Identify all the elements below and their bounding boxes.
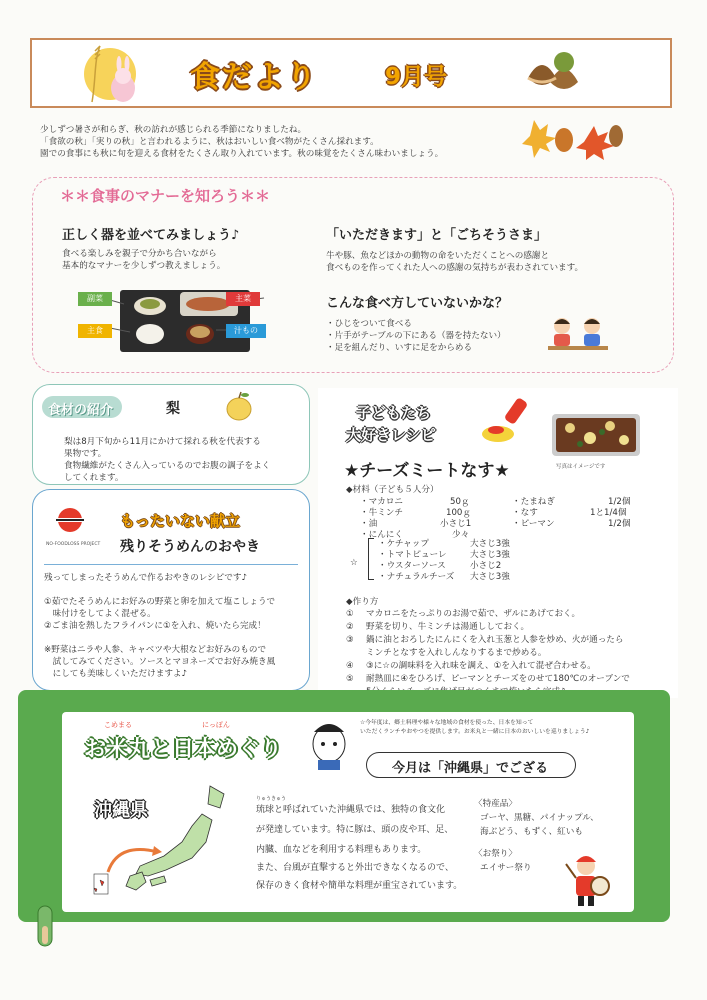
seasoning-amount: 大さじ3強	[470, 539, 510, 549]
ruby-komemaru: こめまる	[104, 721, 132, 729]
intro-line: 少しずつ暑さが和らぎ、秋の訪れが感じられる季節になりましたね。	[40, 125, 307, 135]
ingredient-name: ・なす	[512, 508, 538, 518]
page-title: 食だより	[190, 60, 318, 95]
dish-photo	[550, 412, 642, 458]
bad-habits-heading: こんな食べ方していないかな？	[326, 296, 509, 311]
japan-tour-title: お米丸と日本めぐり	[84, 737, 283, 762]
steps-heading: ◆作り方	[346, 597, 379, 607]
prefecture-name: 沖縄県	[94, 800, 148, 821]
label-soup: 汁もの	[226, 324, 266, 338]
tour-note: ☆今年度は、郷土料理や様々な地域の食材を使った、日本を知って	[360, 720, 534, 726]
eisa-dancer-illustration	[560, 850, 616, 908]
step-text: マカロニをたっぷりのお湯で茹で、ザルにあげておく。	[366, 609, 581, 619]
issue-number: 9月号	[385, 64, 448, 90]
no-foodloss-logo	[48, 500, 98, 540]
seasoning-name: ・ウスターソース	[378, 561, 446, 571]
arrange-heading: 正しく器を並べてみましょう♪	[62, 228, 240, 243]
step-text: ③に☆の調味料を入れ味を調え、①を入れて混ぜ合わせる。	[366, 661, 596, 671]
ingredient-text: 果物です。	[64, 449, 107, 459]
mottainai-text: にしても美味しくいただけますよ♪	[44, 669, 187, 679]
ingredient-text: 食物繊維がたくさん入っているのでお腹の調子をよく	[64, 461, 271, 471]
ingredient-name: ・ピーマン	[512, 519, 555, 529]
step-number: ③	[346, 635, 354, 645]
mottainai-text: 味付けをしてよく混ぜる。	[44, 609, 156, 619]
recipe-kicker: 子どもたち	[356, 404, 432, 422]
tour-body: 内臓、血などを利用する料理もあります。	[256, 845, 427, 855]
greeting-text: 牛や豚、魚などほかの動物の命をいただくことへの感謝と	[326, 251, 550, 261]
komemaru-mascot	[304, 714, 354, 774]
step-number: ⑤	[346, 674, 354, 684]
arrange-text: 食べる楽しみを親子で分かち合いながら	[62, 249, 217, 259]
ingredient-amount: 1と1/4個	[590, 508, 627, 518]
seasoning-amount: 大さじ3強	[470, 550, 510, 560]
bad-habit-item: ・足を組んだり、いすに足をからめる	[326, 343, 473, 353]
seasoning-bracket	[368, 538, 374, 580]
label-main-dish: 主菜	[226, 292, 260, 306]
ingredient-name: 梨	[166, 401, 180, 417]
mottainai-text: ①茹でたそうめんにお好みの野菜と卵を加えて塩こしょうで	[44, 597, 276, 607]
manner-section-title: ＊＊食事のマナーを知ろう＊＊	[60, 187, 271, 205]
ingredient-label: 食材の紹介	[48, 403, 114, 418]
intro-line: 園での食事にも秋に旬を迎える食材をたくさん取り入れています。秋の味覚をたくさん味わいましょう。	[40, 149, 444, 159]
ingredient-text: してくれます。	[64, 473, 124, 483]
products-text: 海ぶどう、もずく、紅いも	[480, 827, 583, 837]
this-month-text: 今月は「沖縄県」でござる	[392, 761, 549, 776]
products-heading: 〈特産品〉	[474, 799, 517, 809]
bad-habit-item: ・片手がテーブルの下にある（器を持たない）	[326, 331, 506, 341]
festival-text: エイサー祭り	[480, 863, 532, 873]
mottainai-text: ②ごま油を熱したフライパンに①を入れ、焼いたら完成！	[44, 621, 266, 631]
step-text: ミンチとなすを入れしんなりするまで炒める。	[366, 648, 547, 658]
seasoning-mark: ☆	[350, 558, 358, 568]
ingredient-amount: 1/2個	[608, 497, 631, 507]
photo-note: 写真はイメージです	[556, 464, 606, 470]
tour-body: 琉球と呼ばれていた沖縄県では、独特の食文化	[256, 805, 446, 815]
ingredient-amount: 小さじ1	[440, 519, 472, 529]
mottainai-divider	[44, 564, 298, 565]
step-number: ②	[346, 622, 354, 632]
label-staple: 主食	[78, 324, 112, 338]
tour-body: 保存のきく食材や簡単な料理が重宝されています。	[256, 881, 463, 891]
mottainai-text: 残ってしまったそうめんで作るおやきのレシピです♪	[44, 573, 247, 583]
scroll-roll-icon	[22, 904, 72, 948]
mottainai-text: ※野菜はニラや人参、キャベツや大根などお好みのもので	[44, 645, 267, 655]
children-eating-illustration	[546, 314, 610, 354]
ingredient-name: ・マカロニ	[360, 497, 403, 507]
seasoning-name: ・トマトピューレ	[378, 550, 447, 560]
mottainai-subtitle: 残りそうめんのおやき	[120, 539, 260, 555]
mottainai-title: もったいない献立	[120, 512, 241, 530]
festival-heading: 〈お祭り〉	[474, 849, 517, 859]
seasoning-amount: 小さじ2	[470, 561, 502, 571]
japan-map	[90, 780, 250, 900]
ingredient-name: ・牛ミンチ	[360, 508, 403, 518]
autumn-leaves-icon	[520, 112, 630, 160]
ingredient-name: ・油	[360, 519, 378, 529]
products-text: ゴーヤ、黒糖、パイナップル、	[480, 813, 599, 823]
label-side-dish: 副菜	[78, 292, 112, 306]
step-text: 鍋に油とおろしたにんにくを入れ玉葱と人参を炒め、火が通ったら	[366, 635, 624, 645]
ruby-ryukyu: りゅうきゅう	[256, 796, 287, 802]
ingredient-amount: 少々	[452, 530, 470, 540]
ingredient-amount: 100ｇ	[446, 508, 471, 518]
materials-heading: ◆材料（子ども５人分）	[346, 485, 439, 495]
ketchup-illustration	[480, 394, 536, 446]
pear-icon	[222, 390, 256, 422]
ruby-nippon: にっぽん	[202, 721, 230, 729]
logo-caption: NO-FOODLOSS PROJECT	[46, 542, 101, 547]
step-number: ①	[346, 609, 354, 619]
recipe-title: ★チーズミートなす★	[344, 461, 510, 481]
moon-rabbit-illustration	[78, 40, 148, 106]
tour-body: また、台風が直撃すると外出できなくなるので、	[256, 863, 454, 873]
seasoning-name: ・ケチャップ	[378, 539, 429, 549]
step-text: 耐熱皿に④をひろげ、ピーマンとチーズをのせて180℃のオーブンで	[366, 674, 630, 684]
tour-note: いただくランチやおやつを提供します。お米丸と一緒に日本のおいしいを巡りましょう♪	[360, 729, 590, 735]
seasoning-name: ・ナチュラルチーズ	[378, 572, 455, 582]
ingredient-name: ・にんにく	[360, 530, 403, 540]
step-text: 野菜を切り、牛ミンチは湯通ししておく。	[366, 622, 530, 632]
ingredient-amount: 50ｇ	[450, 497, 470, 507]
greeting-heading: 「いただきます」と「ごちそうさま」	[326, 228, 548, 243]
intro-line: 「食欲の秋」「実りの秋」と言われるように、秋はおいしい食べ物がたくさん採れます。	[40, 137, 379, 147]
step-number: ④	[346, 661, 354, 671]
ingredient-name: ・たまねぎ	[512, 497, 555, 507]
ingredient-amount: 1/2個	[608, 519, 631, 529]
bad-habit-item: ・ひじをついて食べる	[326, 319, 412, 329]
seasoning-amount: 大さじ3強	[470, 572, 510, 582]
arrange-text: 基本的なマナーを少しずつ教えましょう。	[62, 261, 226, 271]
chestnut-icon	[520, 48, 590, 98]
mottainai-text: 試してみてください。ソースとマヨネーズでお好み焼き風	[44, 657, 276, 667]
greeting-text: 食べものを作ってくれた人への感謝の気持ちが表わされています。	[326, 263, 584, 273]
tour-body: が発達しています。特に豚は、頭の皮や耳、足、	[256, 825, 454, 835]
recipe-kicker: 大好きレシピ	[346, 426, 436, 444]
ingredient-text: 梨は8月下旬から11月にかけて採れる秋を代表する	[64, 437, 261, 447]
